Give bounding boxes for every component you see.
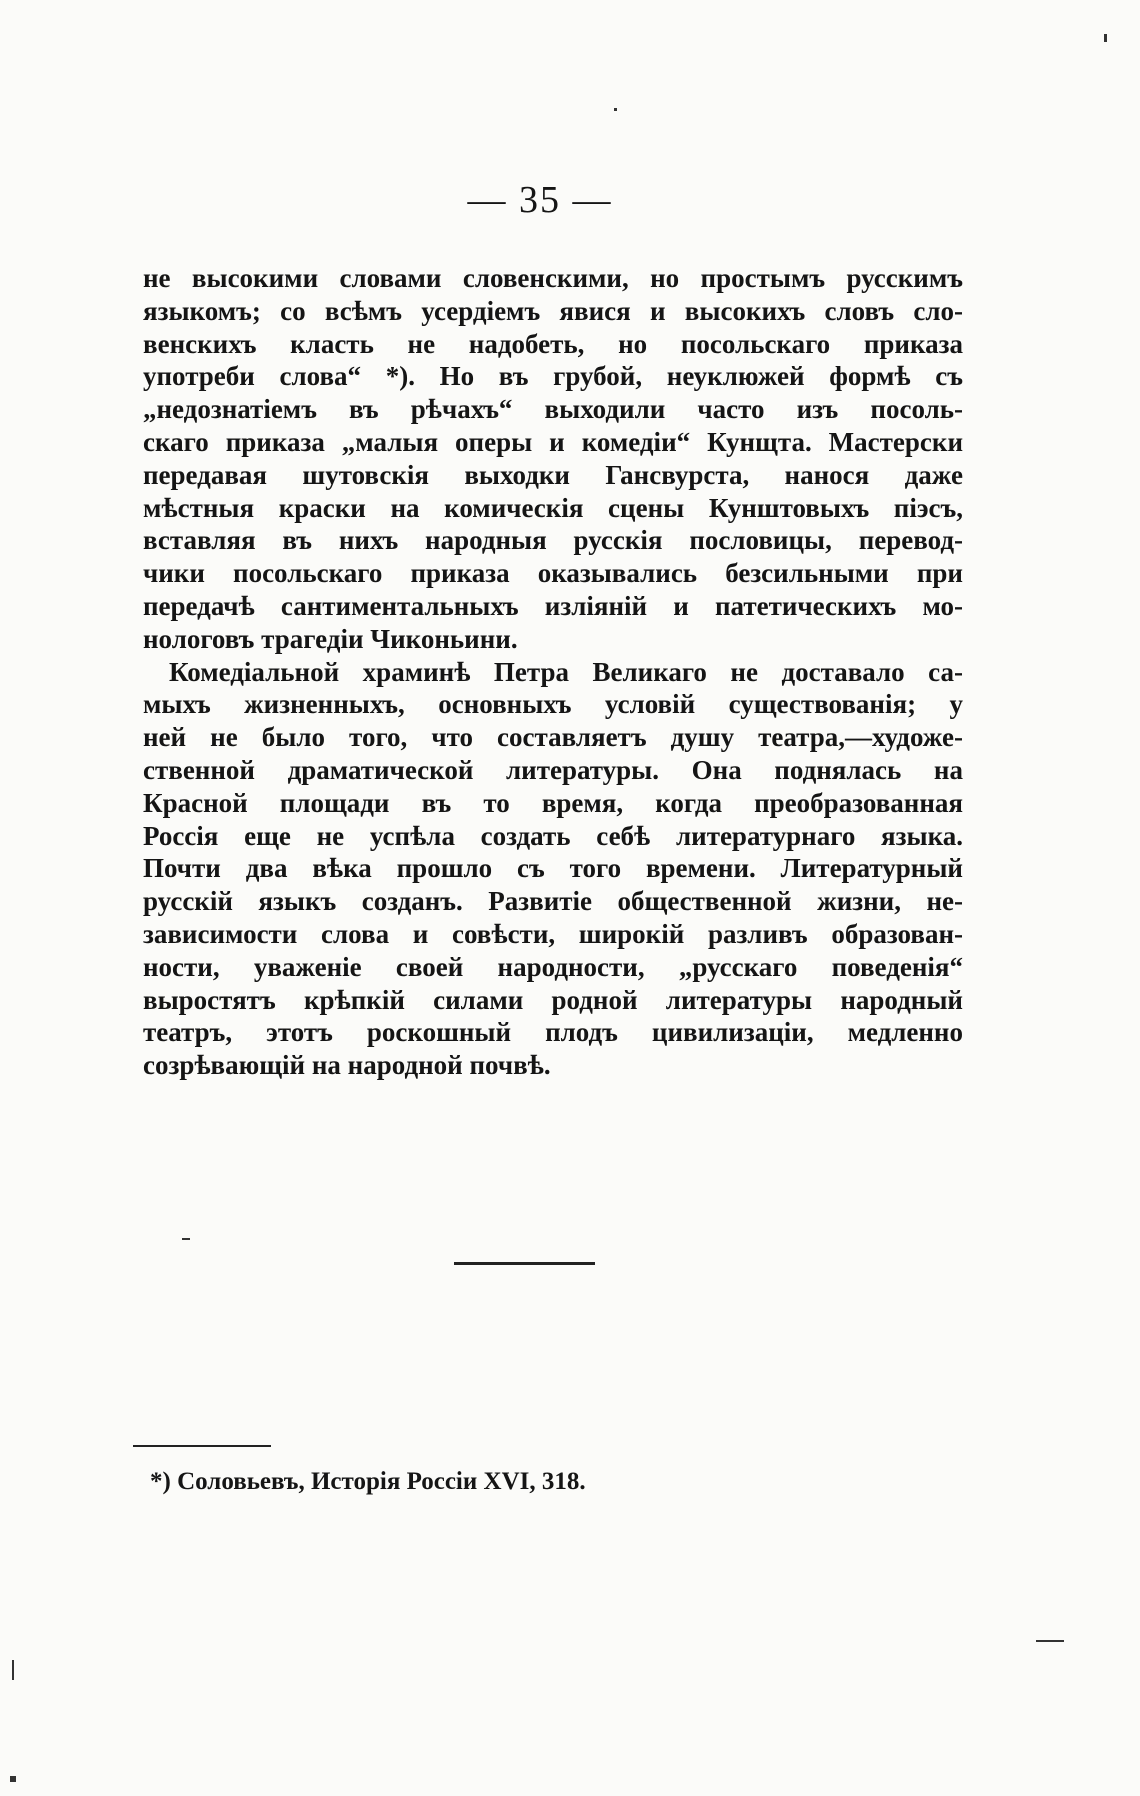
- text-line: вставляя въ нихъ народныя русскія пословицы, перевод-: [143, 525, 963, 556]
- section-divider: [454, 1262, 595, 1265]
- text-line: Красной площади въ то время, когда преобразованная: [143, 787, 963, 818]
- scan-speck: [182, 1238, 190, 1240]
- footnote: *) Соловьевъ, Исторія Россіи XVI, 318.: [150, 1468, 586, 1495]
- paragraph-1: [143, 262, 963, 656]
- text-line: мѣстныя краски на комическія сцены Кунштовыхъ піэсъ,: [143, 492, 963, 523]
- text-line: не высокими словами словенскими, но простымъ русскимъ: [143, 263, 963, 293]
- text-line: мыхъ жизненныхъ, основныхъ условій существованія; у: [143, 689, 963, 720]
- text-line: ней не было того, что составляетъ душу театра,—художе-: [143, 722, 963, 753]
- text-line: русскій языкъ созданъ. Развитіе общественной жизни, не-: [143, 886, 963, 917]
- footnote-divider: [133, 1445, 271, 1447]
- scan-speck: [10, 1776, 16, 1782]
- text-line: выростятъ крѣпкій силами родной литературы народный: [143, 984, 963, 1015]
- text-line: скаго приказа „малыя оперы и комедіи“ Кунщта. Мастерски: [143, 426, 963, 457]
- paragraph-2: [143, 656, 963, 1082]
- text-line: Комедіальной храминѣ Петра Великаго не доставало са-: [169, 656, 963, 687]
- text-line: театръ, этотъ роскошный плодъ цивилизаціи, медленно: [143, 1017, 963, 1048]
- text-line: венскихъ класть не надобеть, но посольскаго приказа: [143, 328, 963, 359]
- text-line: созрѣвающій на народной почвѣ.: [143, 1050, 551, 1081]
- text-line: „недознатіемъ въ рѣчахъ“ выходили часто изъ посоль-: [143, 394, 963, 425]
- text-line: нологовъ трагедіи Чиконьини.: [143, 623, 518, 654]
- text-line: чики посольскаго приказа оказывались безсильными при: [143, 558, 963, 589]
- scan-speck: [614, 108, 617, 111]
- text-line: употреби слова“ *). Но въ грубой, неуклюжей формѣ съ: [143, 361, 963, 392]
- text-line: передавая шутовскія выходки Гансвурста, нанося даже: [143, 459, 963, 490]
- text-line: ности, уваженіе своей народности, „русскаго поведенія“: [143, 951, 963, 982]
- text-line: ственной драматической литературы. Она поднялась на: [143, 754, 963, 785]
- text-line: Россія еще не успѣла создать себѣ литературнаго языка.: [143, 820, 963, 851]
- scan-speck: [1036, 1640, 1064, 1642]
- text-line: зависимости слова и совѣсти, широкій разливъ образован-: [143, 918, 963, 949]
- scan-speck: [1104, 34, 1107, 42]
- page-number: — 35 —: [467, 179, 613, 221]
- body-text: [143, 262, 963, 1082]
- text-line: языкомъ; со всѣмъ усердіемъ явися и высокихъ словъ сло-: [143, 295, 963, 326]
- text-line: передачѣ сантиментальныхъ изліяній и патетическихъ мо-: [143, 590, 963, 621]
- text-line: Почти два вѣка прошло съ того времени. Литературный: [143, 853, 963, 884]
- scan-speck: [12, 1660, 14, 1680]
